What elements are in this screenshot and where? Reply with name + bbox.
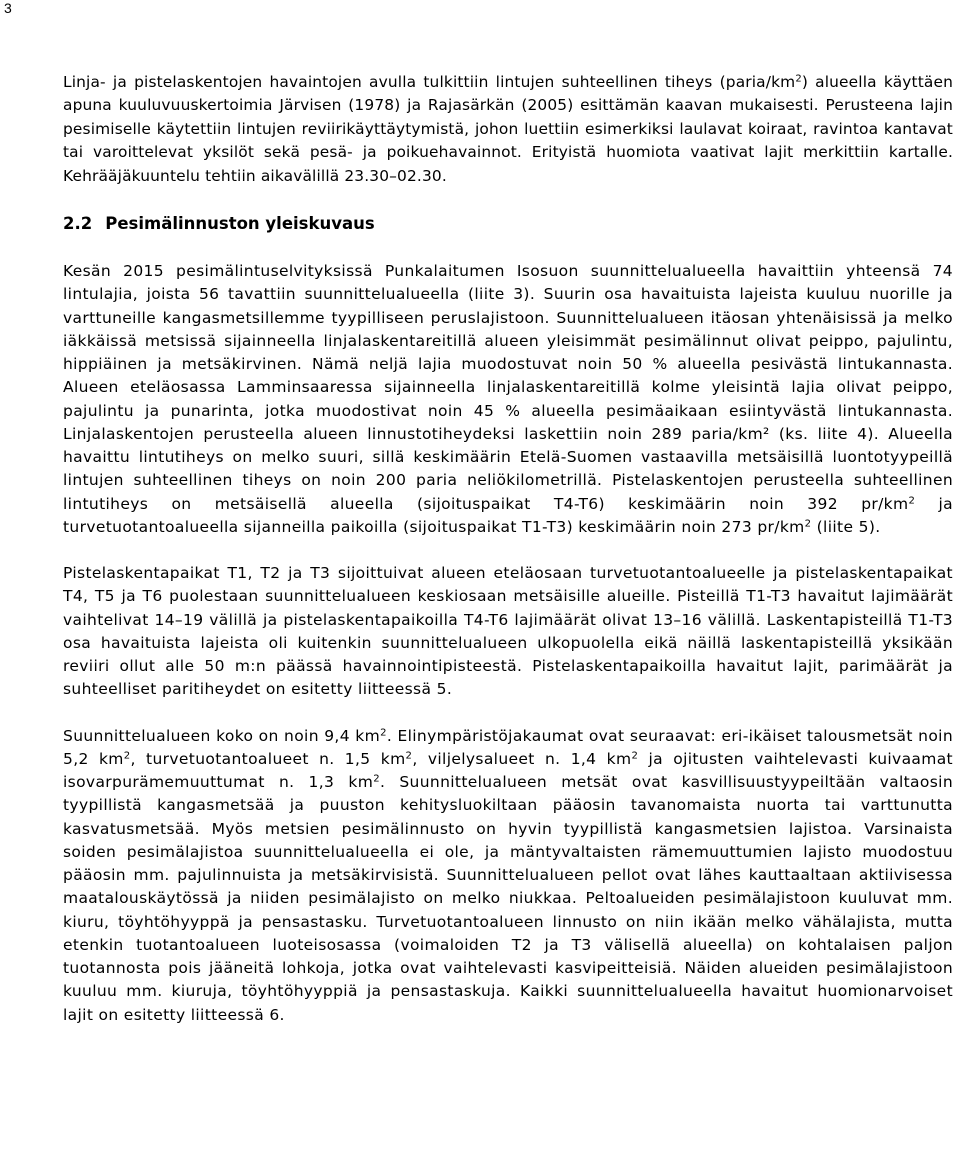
paragraph-3-text-5: ja ojitusten vaihtelevasti kuivaamat isovarpurämemuuttumat n. 1,3 km [63, 749, 953, 792]
intro-text-1: Linja- ja pistelaskentojen havaintojen avulla tulkittiin lintujen suhteellinen tiheys (paria/km [63, 73, 796, 91]
superscript: 2 [123, 750, 131, 762]
paragraph-3-text-3: , turvetuotantoalueet n. 1,5 km [130, 749, 406, 768]
document-body [63, 71, 953, 1027]
paragraph-3-text-2: . Elinympäristöjakaumat ovat seuraavat: eri-ikäiset talousmetsät noin 5,2 km [63, 726, 953, 768]
paragraph-1-text-2: ja turvetuotantoalueella sijanneilla paikoilla (sijoituspaikat T1-T3) keskimäärin noin 273 pr/km [63, 494, 953, 536]
superscript: 2 [405, 750, 413, 762]
intro-text-2: ) alueella käyttäen apuna kuuluvuuskertoimia Järvisen (1978) ja Rajasärkän (2005) esittämän kaavan mukaisesti. Perusteena lajin pesimiselle käytettiin lintujen reviirikäyttäytymistä, johon luettiin esimerkiksi laulavat koiraat, ravintoa kantavat tai varoittelevat yksilöt sekä pesä- ja poikuehavainnot. Erityistä huomiota vaativat lajit merkittiin kartalle. Kehrääjäkuuntelu tehtiin aikavälillä 23.30–02.30. [63, 73, 954, 185]
superscript: 2 [631, 750, 639, 762]
superscript: 2 [804, 518, 812, 530]
superscript: 2 [380, 727, 387, 738]
paragraph-1 [63, 260, 953, 539]
superscript: 2 [908, 495, 916, 506]
page-number: 3 [4, 0, 12, 16]
paragraph-1-text-1: Kesän 2015 pesimälintuselvityksissä Punkalaitumen Isosuon suunnittelualueella havaittiin yhteensä 74 lintulajia, joista 56 tavattiin suunnittelualueella (liite 3). Suurin osa havaituista lajeista kuuluu nuorille ja varttuneille kangasmetsillemme tyypilliseen peruslajistoon. Suunnittelualueen itäosan yhtenäisissä ja melko iäkkäissä metsissä sijainneella linjalaskentareitillä alueen yleisimmät pesimälinnut olivat peippo, pajulintu, hippiäinen ja metsäkirvinen. Nämä neljä lajia muodostuvat noin 50 % alueella pesivästä lintukannasta. Alueen eteläosassa Lamminsaaressa sijainneella linjalaskentareitillä kolme yleisintä lajia olivat peippo, pajulintu ja punarinta, jotka muodostivat noin 45 % alueella pesimäaikaan esiintyvästä lintukannasta. Linjalaskentojen perusteella alueen linnustotiheydeksi laskettiin noin 289 paria/km² (ks. liite 4). Alueella havaittu lintutiheys on melko suuri, sillä keskimäärin Etelä-Suomen vastaavilla metsäisillä luontotyypeillä lintujen suhteellinen tiheys on noin 200 paria neliökilometrillä. Pistelaskentojen perusteella suhteellinen lintutiheys on metsäisellä alueella (sijoituspaikat T4-T6) keskimäärin noin 392 pr/km [63, 262, 953, 513]
paragraph-1-text-3: (liite 5). [811, 517, 881, 536]
superscript: 2 [795, 73, 802, 85]
paragraph-2: Pistelaskentapaikat T1, T2 ja T3 sijoittuivat alueen eteläosaan turvetuotantoalueelle ja pistelaskentapaikat T4, T5 ja T6 puolestaan suunnittelualueen keskiosaan metsäisille alueille. Pisteillä T1-T3 havaitut lajimäärät vaihtelivat 14–19 välillä ja pistelaskentapaikoilla T4-T6 lajimäärät olivat 13–16 välillä. Laskentapisteillä T1-T3 osa havaituista lajeista oli kuitenkin suunnittelualueen ulkopuolella eikä näillä laskentapisteillä yksikään reviiri ollut alle 50 m:n päässä havainnointipisteestä. Pistelaskentapaikoilla havaitut lajit, parimäärät ja suhteelliset paritiheydet on esitetty liitteessä 5. [63, 564, 953, 699]
paragraph-3-text-6: . Suunnittelualueen metsät ovat kasvillisuustyypeiltään valtaosin tyypillistä kangasmetsää ja puuston kehitysluokiltaan pääosin tavanomaista nuorta tai varttunutta kasvatusmetsää. Myös metsien pesimälinnusto on hyvin tyypillistä kangasmetsien lajistoa. Varsinaista soiden pesimälajistoa suunnittelualueella ei ole, ja mäntyvaltaisten rämemuuttumien lajisto muodostuu pääosin mm. pajulinnuista ja metsäkirvisistä. Suunnittelualueen pellot ovat lähes kauttaaltaan aktiivisessa maatalouskäytössä ja niiden pesimälajisto on melko niukkaa. Peltoalueiden pesimälajistoon kuuluvat mm. kiuru, töyhtöhyyppä ja pensastasku. Turvetuotantoalueen linnusto on niin ikään melko vähälajista, mutta etenkin tuotantoalueen luoteisosassa (voimaloiden T2 ja T3 välisellä alueella) on kohtalaisen paljon tuotannosta pois jääneitä lohkoja, jotka ovat vaihtelevasti kasvipeitteisiä. Näiden alueiden pesimälajistoon kuuluu mm. kiuruja, töyhtöhyyppiä ja pensastaskuja. Kaikki suunnittelualueella havaitut huomionarvoiset lajit on esitetty liitteessä 6. [63, 773, 953, 1024]
section-title: Pesimälinnuston yleiskuvaus [105, 214, 375, 234]
paragraph-3 [63, 725, 953, 1027]
superscript: 2 [373, 773, 380, 785]
intro-paragraph [63, 71, 953, 188]
section-number: 2.2 [63, 214, 93, 234]
paragraph-3-text-1: Suunnittelualueen koko on noin 9,4 km [63, 726, 381, 745]
paragraph-3-text-4: , viljelysalueet n. 1,4 km [412, 749, 632, 768]
section-heading [63, 212, 953, 236]
